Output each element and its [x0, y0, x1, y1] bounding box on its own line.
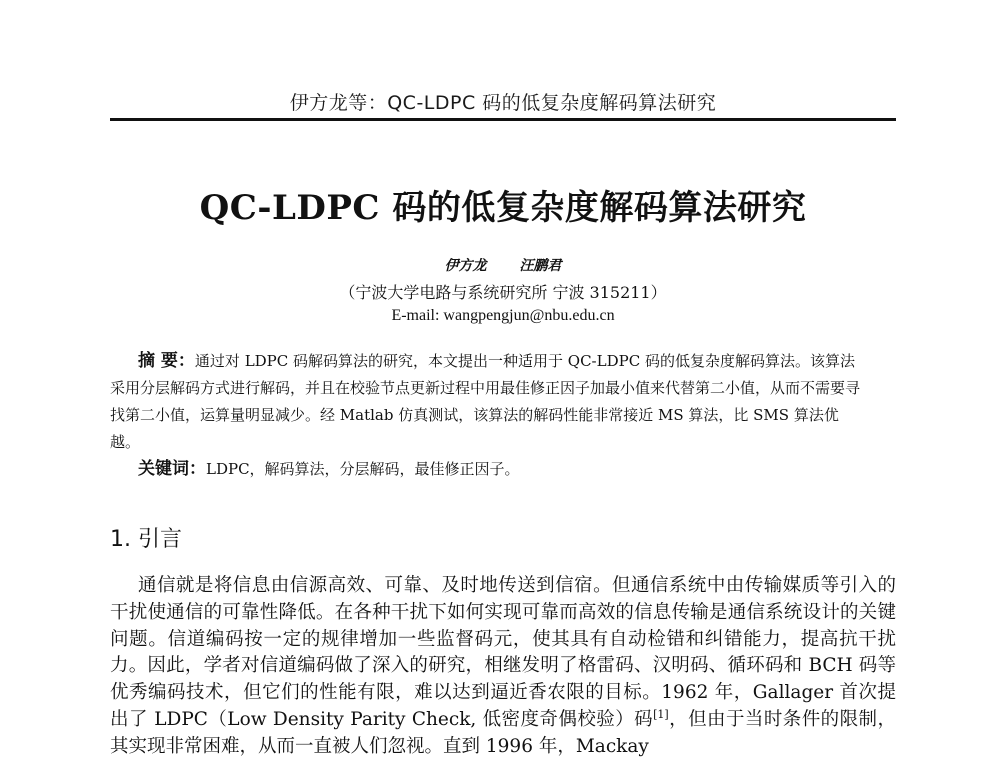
keywords-text: LDPC，解码算法，分层解码，最佳修正因子。 — [206, 460, 520, 478]
header-rule — [110, 118, 896, 121]
affiliation: （宁波大学电路与系统研究所 宁波 315211） — [339, 283, 667, 302]
paper-title: QC-LDPC 码的低复杂度解码算法研究 — [199, 188, 807, 228]
abstract-label: 摘 要： — [138, 351, 195, 371]
keywords-label: 关键词： — [138, 459, 206, 479]
citation: [1] — [653, 707, 669, 721]
body-text — [110, 573, 896, 761]
abstract-text: 通过对 LDPC 码解码算法的研究，本文提出一种适用于 QC-LDPC 码的低复杂度解码算法。该算法采用分层解码方式进行解码，并且在校验节点更新过程中用最佳修正因子加最小值来代替第二小值，从而不需要寻找第二小值，运算量明显减少。经 Matlab 仿真测试，该算法的解码性能非常接近 MS 算法，比 SMS 算法优越。 — [110, 352, 861, 451]
section-heading: 1. 引言 — [110, 527, 182, 552]
intro-text: 通信就是将信息由信源高效、可靠、及时地传送到信宿。但通信系统中由传输媒质等引入的干扰使通信的可靠性降低。在各种干扰下如何实现可靠而高效的信息传输是通信系统设计的关键问题。信道编码按一定的规律增加一些监督码元，使其具有自动检错和纠错能力，提高抗干扰力。因此，学者对信道编码做了深入的研究，相继发明了格雷码、汉明码、循环码和 BCH 码等优秀编码技术，但它们的性能有限，难以达到逼近香农限的目标。1962 年，Gallager 首次提出了 LDPC（Low Density Parity Check, 低密度奇偶校验）码 — [110, 575, 896, 730]
intro-paragraph — [110, 573, 896, 761]
authors: 伊方龙 汪鹏君 — [444, 258, 562, 274]
email: E-mail: wangpengjun@nbu.edu.cn — [391, 307, 615, 324]
keywords-paragraph — [110, 456, 868, 483]
running-head: 伊方龙等：QC-LDPC 码的低复杂度解码算法研究 — [289, 92, 717, 114]
abstract — [110, 348, 868, 483]
intro-text-tail: ，但由于当时条件的限制，其实现非常困难，从而一直被人们忽视。直到 1996 年，Mackay — [110, 708, 896, 757]
abstract-paragraph — [110, 348, 868, 456]
